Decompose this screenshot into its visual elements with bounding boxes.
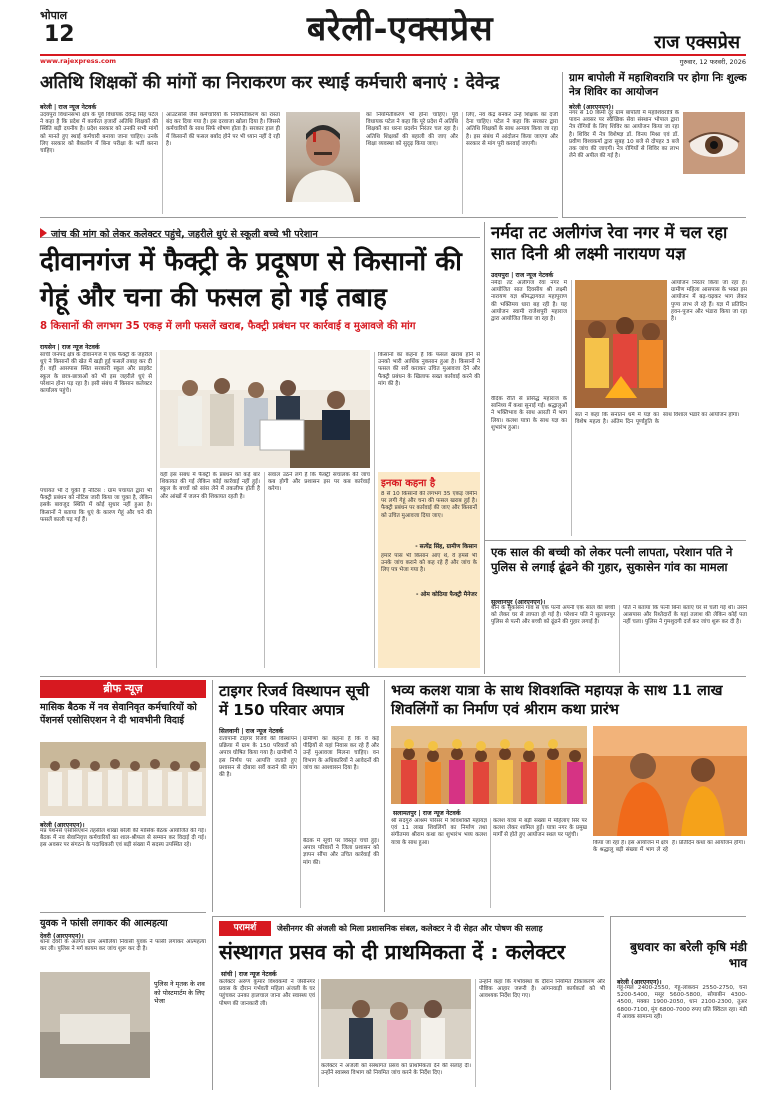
body-mandi-bhav: गेहूं-मिल 2400-2550, गेहूं-लोकवन 2550-2750, चना 5200-5400, मसूर 5600-5800, सोयाबीन 4300-4500, मक्का 1900-2050, धान 2100-2300, तुअर 6800-7100, मूंग 6800-7000 रुपए प्रति क्विंटल रहा। मंडी में आवक सामान्य रही। xyxy=(617,985,747,1020)
story-mandi-bhav xyxy=(610,916,746,1090)
kicker-text-collector: जेसीनगर की अंजली को मिला प्रशासनिक संबल, कलेक्टर ने दी सेहत और पोषण की सलाह xyxy=(277,924,543,933)
photo-pensioners-meeting xyxy=(40,742,206,816)
photo-sant xyxy=(593,726,747,836)
headline-netra-shivir: ग्राम बापोली में महाशिवरात्रि पर होगा निः शुल्क नेत्र शिविर का आयोजन xyxy=(569,72,747,98)
byline-mandi-bhav: बरेली (आरएनएन)। xyxy=(617,979,662,986)
kicker-paramarsh: परामर्श xyxy=(219,921,271,936)
masthead xyxy=(40,6,746,68)
story-collector xyxy=(212,916,604,1090)
body-collector-col3: उन्होंने कहा कि गर्भावस्था के दौरान नियमित टीकाकरण और पौष्टिक आहार जरूरी है। आंगनवाड़ी कार्यकर्ता को भी आवश्यक निर्देश दिए गए। xyxy=(479,979,605,1000)
info-box-attrib2: - ओम कोठिया फैक्ट्री मैनेजर xyxy=(416,592,477,598)
meeting-graphic xyxy=(40,742,206,816)
story-narmada-yagya xyxy=(484,222,746,540)
portrait-graphic xyxy=(286,112,360,202)
body-kalash-col3: किया जा रहा है। इस आयोजन में क्षेत्र के श्रद्धालु बड़ी संख्या में भाग ले रहे हैं। प्रतिदिन कथा का आयोजन होगा। xyxy=(593,840,746,854)
body-narmada-col2: आयोजन निरंतर किया जा रहा है। ग्रामीण महिला आसपास के भक्त इस आयोजन में बढ़-चढ़कर भाग लेकर पुण्य लाभ ले रहे हैं। यज्ञ में प्रतिदिन हवन-पूजन और भंडारा किया जा रहा है। xyxy=(671,280,747,323)
body-netra-shivir: नगर से 10 किमी दूर ग्राम बापोली में महाशिवरात्रि के पावन अवसर पर स्वैच्छिक सेवा संस्थान भोपाल द्वारा नेत्र रोगियों के लिए शिविर का आयोजन किया जा रहा है। शिविर में नेत्र विशेषज्ञ डॉ. विनय मिश्रा एवं डॉ. प्रवीण विश्वकर्मा द्वारा सुबह 10 बजे से दोपहर 3 बजे तक जांच की जाएगी। नेत्र रोगियों से शिविर का लाभ लेने की अपील की गई है। xyxy=(569,110,679,160)
body-patni-col2: पति ने बताया कि पत्नी बिना बताए घर से चली गई थी। उसने आसपास और रिश्तेदारों के यहां तलाश की लेकिन कोई पता नहीं चला। पुलिस ने गुमशुदगी दर्ज कर जांच शुरू कर दी है। xyxy=(623,605,747,626)
masthead-city: भोपाल xyxy=(40,9,68,22)
kicker-bar-collector xyxy=(219,921,605,936)
byline-kalash-yatra: सलामतपुर | राज न्यूज नेटवर्क xyxy=(393,810,461,817)
body-atithi-col1: उदयपुरा विधानसभा क्षेत्र के पूर्व विधायक देवेन्द्र सिंह पटेल ने कहा है कि प्रदेश में कार्यरत हजारों अतिथि शिक्षकों की स्थिति बड़ी दयनीय है। प्रदेश सरकार को उनकी सभी मांगों को मानते हुए स्थाई कर्मचारी बनाया जाना चाहिए। उनके लिए सरकार को बैकलॉग में बिना परीक्षा के भर्ती करना चाहिए। xyxy=(40,112,158,155)
body-narmada-col2b: संत ने कहा कि सनातन धर्म में यज्ञ का विशेष महत्व है। अंतिम दिन पूर्णाहुति के साथ विशाल भंडारे का आयोजन होगा। xyxy=(575,412,740,426)
body-diwanganj-col1b: पंचायत भी दे चुकी है नोटिस : ग्राम पंचायत द्वारा भी फैक्ट्री प्रबंधन को नोटिस जारी किया जा चुका है, लेकिन इसके बावजूद स्थिति में कोई सुधार नहीं हुआ है। किसानों ने बताया कि धुएं के कारण गेहूं और चने की फसलें काली पड़ गई हैं। xyxy=(40,488,152,523)
info-box-quote1: 8 से 10 किसानों की लगभग 35 एकड़ जमीन पर लगी गेहूं और चना की फसल खराब हुई है। फैक्ट्री प्रबंधन पर कार्रवाई की जाए और किसानों को उचित मुआवजा दिया जाए। xyxy=(381,491,477,519)
headline-suicide: युवक ने फांसी लगाकर की आत्महत्या xyxy=(40,918,168,929)
masthead-date: गुरुवार, 12 फरवरी, 2026 xyxy=(679,58,746,66)
suicide-photo-graphic xyxy=(40,972,150,1078)
body-diwanganj-col2: वहीं इस संबंध में फैक्ट्री के प्रबंधन को कई बार शिकायत की गई लेकिन कोई कार्रवाई नहीं हुई। स्कूल के बच्चों को सांस लेने में तकलीफ होती है और आंखों में जलन की शिकायत रहती है। xyxy=(160,472,260,500)
byline-patni-lapata: सुल्तानपुर (आरएनएन)। xyxy=(491,599,546,606)
body-pensioners: मप्र पेंशनर्स एसोसिएशन तहसील शाखा बरेली की मासिक बैठक आयोजित की गई। बैठक में नव सेवानिवृत्त कर्मचारियों का शाल-श्रीफल से सम्मान कर विदाई दी गई। इस अवसर पर संगठन के पदाधिकारी एवं बड़ी संख्या में सदस्य उपस्थित रहे। xyxy=(40,828,206,849)
photo-collector-visit xyxy=(321,979,471,1059)
body-tiger-col1: रातापानी टाइगर रिजर्व की विस्थापन प्रक्रिया में ग्राम के 150 परिवारों को अपात्र घोषित किया गया है। ग्रामीणों ने इस निर्णय पर आपत्ति जताते हुए प्रशासन से दोबारा सर्वे कराने की मांग की है। xyxy=(219,736,297,779)
headline-atithi: अतिथि शिक्षकों की मांगों का निराकरण कर स्थाई कर्मचारी बनाएं : देवेन्द्र xyxy=(40,73,500,93)
eye-graphic xyxy=(683,112,745,174)
story-patni-lapata xyxy=(484,540,746,674)
masthead-website[interactable]: www.rajexpress.com xyxy=(40,57,117,65)
kicker-text: जांच की मांग को लेकर कलेक्टर पहुंचे, जहरीले धुएं से स्कूली बच्चे भी परेशान xyxy=(51,229,318,240)
story-diwanganj xyxy=(40,222,480,674)
subhead-diwanganj: 8 किसानों की लगभग 35 एकड़ में लगी फसलें खराब, फैक्ट्री प्रबंधन पर कार्रवाई व मुआवजे की मांग xyxy=(40,321,416,332)
headline-narmada-yagya: नर्मदा तट अलीगंज रेवा नगर में चल रहा सात दिनी श्री लक्ष्मी नारायण यज्ञ xyxy=(491,223,728,263)
arrow-icon xyxy=(40,228,47,238)
photo-devendra-patel xyxy=(286,112,360,202)
kicker-diwanganj xyxy=(40,222,480,238)
byline-atithi: बरेली | राज न्यूज नेटवर्क xyxy=(40,104,97,111)
headline-diwanganj: दीवानगंज में फैक्ट्री के प्रदूषण से किसानों की गेहूं और चना की फसल हो गई तबाह xyxy=(40,247,462,313)
masthead-title: बरेली-एक्सप्रेस xyxy=(306,9,494,49)
story-atithi-shikshak xyxy=(40,72,558,218)
masthead-brand: राज एक्सप्रेस xyxy=(654,32,740,53)
sant-graphic xyxy=(593,726,747,836)
photo-farmers-collectorate xyxy=(160,350,370,468)
body-atithi-col3: का नियमितीकरण भी होना चाहिए। पूर्व विधायक पटेल ने कहा कि पूरे प्रदेश में अतिथि शिक्षकों का धरना प्रदर्शन निरंतर चल रहा है। अतिथि शिक्षकों की बहाली की जाए और शिक्षा व्यवस्था को सुदृढ़ किया जाए। xyxy=(366,112,458,147)
headline-kalash-yatra: भव्य कलश यात्रा के साथ शिवशक्ति महायज्ञ के साथ 11 लाख शिवलिंगों का निर्माण एवं श्रीराम कथा प्रारंभ xyxy=(391,683,723,718)
info-box-inka-kehna xyxy=(378,472,480,668)
body-diwanganj-col4: किसानों का कहना है कि फसल खराब होने से उनको भारी आर्थिक नुकसान हुआ है। किसानों ने फसल की सर्वे कराकर उचित मुआवजा देने और फैक्ट्री प्रबंधन के खिलाफ सख्त कार्रवाई करने की मांग की है। xyxy=(378,352,480,387)
body-tiger-col2b: बैठक में सूची पर विस्तृत चर्चा हुई। अपात्र परिवारों ने जिला प्रशासन को ज्ञापन सौंपा और उचित कार्रवाई की मांग की। xyxy=(303,838,379,866)
body-atithi-col4: लिए, नव केंद्र बनकर उन्हें शिक्षक का दर्जा देना चाहिए। पटेल ने कहा कि सरकार द्वारा अतिथि शिक्षकों के साथ अन्याय किया जा रहा है। इस संबंध में आंदोलन किया जाएगा और सरकार से मांग पूरी करवाई जाएगी। xyxy=(466,112,558,147)
byline-tiger-reserve: सिलवानी | राज न्यूज नेटवर्क xyxy=(219,728,284,735)
story-kalash-yatra xyxy=(384,680,746,912)
byline-pensioners: बरेली (आरएनएन)। xyxy=(40,822,85,829)
body-atithi-col2: आउटसोर्स जैसे कर्मचारियों के नियमितीकरण का रास्ता बंद कर दिया गया है। इस दरवाजा खोला दिया है। जिससे कर्मचारियों के साथ सिर्फ शोषण होता है। सरकार हाल ही में किसानों की फसल बर्बाद होने पर भी ध्यान नहीं दे रही है। xyxy=(166,112,280,147)
photo-yagya xyxy=(575,280,667,408)
byline-netra-shivir: बरेली (आरएनएन)। xyxy=(569,104,614,111)
headline-collector: संस्थागत प्रसव को दी प्राथमिकता दें : कलेक्टर xyxy=(219,940,566,964)
byline-narmada-yagya: उदयपुरा | राज न्यूज नेटवर्क xyxy=(491,272,554,279)
byline-diwanganj: रायसेन | राज न्यूज नेटवर्क xyxy=(40,344,100,351)
brief-news-bar: ब्रीफ न्यूज़ xyxy=(40,680,206,698)
story-tiger-reserve xyxy=(212,680,378,912)
headline-tiger-reserve: टाइगर रिजर्व विस्थापन सूची में 150 परिवार अपात्र xyxy=(219,682,370,719)
body-tiger-col2: ग्रामीणों का कहना है कि वे कई पीढ़ियों से यहां निवास कर रहे हैं और उन्हें मुआवजा मिलना चाहिए। वन विभाग के अधिकारियों ने आवेदनों की जांच का आश्वासन दिया है। xyxy=(303,736,379,771)
body-kalash-col2: कलश यात्रा में बड़ी संख्या में महिलाएं सिर पर कलश लेकर शामिल हुईं। यात्रा नगर के प्रमुख मार्गों से होते हुए आयोजन स्थल पर पहुंची। xyxy=(493,818,587,839)
body-narmada-col1: नर्मदा तट अलीगंज रेवा नगर में आयोजित सात दिवसीय श्री लक्ष्मी नारायण यज्ञ श्रीमद्भागवत महापुराण की भक्तिमय धारा बह रही है। यह आयोजन स्वामी राजेशपुरी महाराज द्वारा आयोजित किया जा रहा है। xyxy=(491,280,567,323)
photo-eye xyxy=(683,112,745,174)
body-kalash-col1: श्री सदगुरु आश्रम परिसर में शिवशक्ति महायज्ञ एवं 11 लाख शिवलिंगों का निर्माण तथा संगीतमय श्रीराम कथा का शुभारंभ भव्य कलश यात्रा के साथ हुआ। xyxy=(391,818,487,846)
info-box-title: इनका कहना है xyxy=(381,478,436,489)
section-brief-news xyxy=(40,680,206,1090)
info-box-quote2: हमारे पास भी किसान आए थे, वे हमसे भी उनके जांच कराने को कह रहे हैं और जांच के लिए पत्र भेजा गया है। xyxy=(381,553,477,574)
body-suicide: थाना देवरी के अंतर्गत ग्राम अमोलिया निवासी युवक ने फांसी लगाकर आत्महत्या कर ली। पुलिस ने मर्ग कायम कर जांच शुरू कर दी है। xyxy=(40,939,206,953)
body-narmada-col1b: वैदिक रीति से प्रसिद्ध महाराज के सानिध्य में कथा सुनाई गई। श्रद्धालुओं ने भक्तिभाव के साथ आरती में भाग लिया। कलश यात्रा के साथ यज्ञ का शुभारंभ हुआ। xyxy=(491,396,567,431)
byline-collector: सांची | राज न्यूज नेटवर्क xyxy=(221,971,277,978)
body-collector-col2: कलेक्टर ने अंजली को संस्थागत प्रसव को प्राथमिकता देने की सलाह दी। उन्होंने स्वास्थ्य विभाग को नियमित जांच करने के निर्देश दिए। xyxy=(321,1063,471,1077)
info-box-attrib1: - सत्येंद्र सिंह, ग्रामीण किसान xyxy=(415,544,477,550)
headline-mandi-bhav: बुधवार का बरेली कृषि मंडी भाव xyxy=(630,940,747,970)
byline-suicide: देवरी (आरएनएन)। xyxy=(40,933,84,940)
page-number: 12 xyxy=(44,22,75,47)
farmers-office-graphic xyxy=(160,350,370,468)
kalash-graphic xyxy=(391,726,587,804)
collector-graphic xyxy=(321,979,471,1059)
photo-suicide-case xyxy=(40,972,150,1078)
story-netra-shivir xyxy=(562,72,746,218)
headline-pensioners: मासिक बैठक में नव सेवानिवृत कर्मचारियों को पेंशनर्स एसोसिएशन ने दी भावभीनी विदाई xyxy=(40,702,197,726)
body-diwanganj-col2b: सवाल उठने लगे हैं कि फैक्ट्री संचालक की जांच कब होगी और प्रशासन इस पर कब कार्रवाई करेगा। xyxy=(268,472,370,493)
body-patni-col1: थाने के सुकासेन गांव से एक पत्नी अपनी एक साल की बच्ची को लेकर घर से लापता हो गई है। परेशान पति ने सुल्तानपुर पुलिस से पत्नी और बच्ची को ढूंढने की गुहार लगाई है। xyxy=(491,605,615,626)
caption-suicide: पुलिस ने मृतक के शव को पोस्टमार्टम के लिए भेजा xyxy=(154,980,205,1005)
yagya-graphic xyxy=(575,280,667,408)
body-collector-col1: कलेक्टर अरुण कुमार विश्वकर्मा ने जेसीनगर प्रवास के दौरान गर्भवती महिला अंजली के घर पहुंचकर उनका हालचाल जाना और स्वास्थ्य एवं पोषण की जानकारी ली। xyxy=(219,979,315,1007)
body-diwanganj-col1: सांची जनपद क्षेत्र के दीवानगंज में एक फैक्ट्री के जहरीले धुएं ने किसानों की खेत में खड़ी हुई फसलें तबाह कर दी हैं। वहीं आसपास स्थित सरकारी स्कूल और प्राइवेट स्कूल के छात्र-छात्राओं को भी इस जहरीले धुएं से परेशान होना पड़ रहा है। इसी संबंध में किसान कलेक्टर कार्यालय पहुंचे। xyxy=(40,352,152,395)
headline-patni-lapata: एक साल की बच्ची को लेकर पत्नी लापता, परेशान पति ने पुलिस से लगाई ढूंढने की गुहार, सुकासेन गांव का मामला xyxy=(491,545,733,574)
photo-kalash-yatra xyxy=(391,726,587,804)
